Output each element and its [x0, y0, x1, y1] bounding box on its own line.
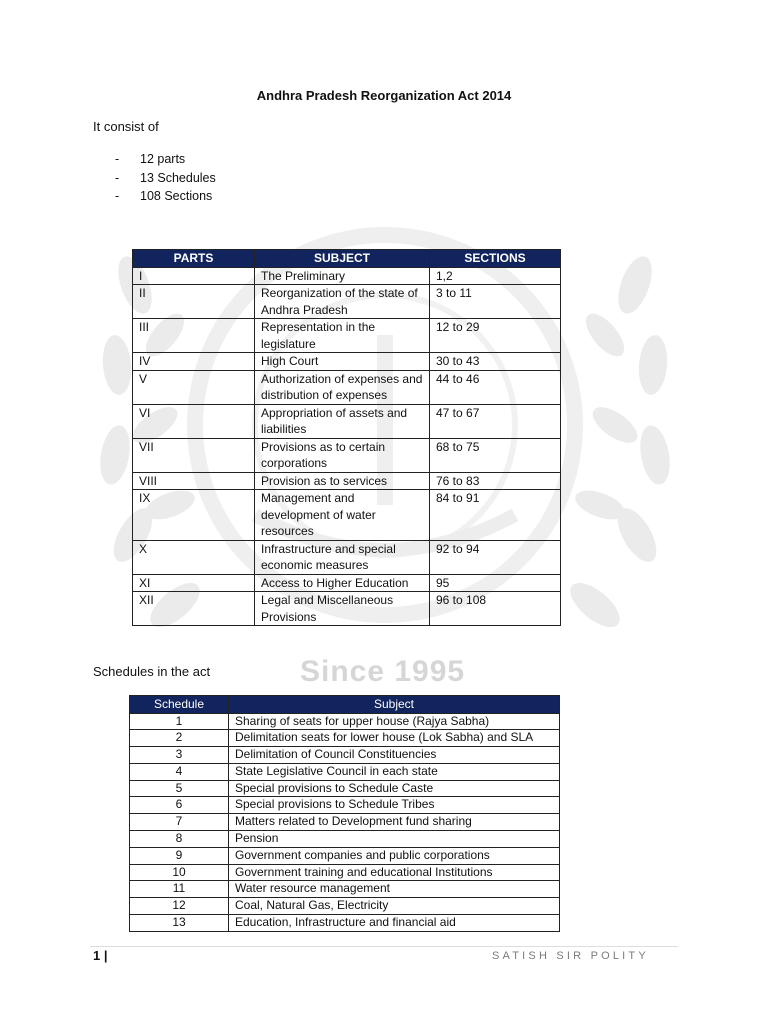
column-header-subject: SUBJECT: [255, 250, 430, 268]
table-cell: 68 to 75: [430, 438, 561, 472]
table-cell: 9: [130, 847, 229, 864]
table-cell: Infrastructure and special economic measures: [255, 540, 430, 574]
table-cell: 1,2: [430, 267, 561, 285]
table-cell: II: [133, 285, 255, 319]
schedules-table: [129, 695, 560, 932]
table-cell: IV: [133, 353, 255, 371]
table-cell: Provision as to services: [255, 472, 430, 490]
document-title: Andhra Pradesh Reorganization Act 2014: [256, 88, 512, 103]
table-row: [133, 267, 561, 285]
table-cell: Delimitation of Council Constituencies: [229, 747, 560, 764]
parts-table: [132, 249, 561, 626]
table-header-row: [133, 250, 561, 268]
table-cell: 76 to 83: [430, 472, 561, 490]
table-row: [130, 831, 560, 848]
table-row: [133, 370, 561, 404]
column-header-sections: SECTIONS: [430, 250, 561, 268]
table-cell: Water resource management: [229, 881, 560, 898]
table-row: [130, 881, 560, 898]
table-row: [133, 540, 561, 574]
table-cell: Special provisions to Schedule Tribes: [229, 797, 560, 814]
table-cell: Sharing of seats for upper house (Rajya Sabha): [229, 713, 560, 730]
column-header-subject: Subject: [229, 696, 560, 714]
table-cell: 4: [130, 763, 229, 780]
table-cell: 96 to 108: [430, 592, 561, 626]
table-cell: 3: [130, 747, 229, 764]
table-cell: Legal and Miscellaneous Provisions: [255, 592, 430, 626]
table-cell: VII: [133, 438, 255, 472]
table-row: [133, 404, 561, 438]
table-cell: Access to Higher Education: [255, 574, 430, 592]
table-cell: 2: [130, 730, 229, 747]
list-item: - 108 Sections: [115, 189, 213, 203]
table-row: [133, 438, 561, 472]
table-row: [130, 730, 560, 747]
table-cell: X: [133, 540, 255, 574]
table-cell: Pension: [229, 831, 560, 848]
table-row: [133, 592, 561, 626]
table-cell: 3 to 11: [430, 285, 561, 319]
table-cell: Matters related to Development fund sharing: [229, 814, 560, 831]
table-cell: 44 to 46: [430, 370, 561, 404]
table-cell: Government training and educational Institutions: [229, 864, 560, 881]
table-cell: Authorization of expenses and distribution of expenses: [255, 370, 430, 404]
table-cell: The Preliminary: [255, 267, 430, 285]
table-cell: 1: [130, 713, 229, 730]
table-cell: Representation in the legislature: [255, 319, 430, 353]
table-cell: 6: [130, 797, 229, 814]
table-cell: Reorganization of the state of Andhra Pradesh: [255, 285, 430, 319]
table-cell: 7: [130, 814, 229, 831]
table-cell: Coal, Natural Gas, Electricity: [229, 898, 560, 915]
table-cell: State Legislative Council in each state: [229, 763, 560, 780]
table-cell: 10: [130, 864, 229, 881]
table-cell: 11: [130, 881, 229, 898]
table-cell: 84 to 91: [430, 490, 561, 541]
list-item: - 13 Schedules: [115, 170, 216, 185]
table-cell: Management and development of water resources: [255, 490, 430, 541]
table-row: [130, 915, 560, 932]
table-cell: 12: [130, 898, 229, 915]
schedules-table-body: [130, 713, 560, 931]
table-row: [133, 574, 561, 592]
footer-text: SATISH SIR POLITY: [492, 950, 649, 962]
table-row: [130, 713, 560, 730]
table-cell: IX: [133, 490, 255, 541]
watermark-since-text: Since 1995: [300, 655, 466, 688]
table-cell: XI: [133, 574, 255, 592]
table-header-row: [130, 696, 560, 714]
table-cell: V: [133, 370, 255, 404]
table-row: [133, 319, 561, 353]
table-cell: 92 to 94: [430, 540, 561, 574]
table-cell: 13: [130, 915, 229, 932]
table-cell: Education, Infrastructure and financial aid: [229, 915, 560, 932]
table-row: [130, 814, 560, 831]
table-row: [133, 353, 561, 371]
table-cell: Government companies and public corporations: [229, 847, 560, 864]
table-row: [130, 763, 560, 780]
table-cell: 30 to 43: [430, 353, 561, 371]
table-cell: 95: [430, 574, 561, 592]
summary-list: [115, 150, 216, 206]
list-item: - 12 parts: [115, 152, 186, 166]
intro-text: It consist of: [93, 119, 159, 134]
table-cell: 47 to 67: [430, 404, 561, 438]
footer-divider: [90, 946, 678, 947]
table-cell: 12 to 29: [430, 319, 561, 353]
column-header-parts: PARTS: [133, 250, 255, 268]
table-row: [133, 285, 561, 319]
table-row: [133, 472, 561, 490]
table-row: [130, 780, 560, 797]
table-cell: 5: [130, 780, 229, 797]
table-cell: Special provisions to Schedule Caste: [229, 780, 560, 797]
table-row: [130, 847, 560, 864]
table-cell: 8: [130, 831, 229, 848]
column-header-schedule: Schedule: [130, 696, 229, 714]
table-cell: III: [133, 319, 255, 353]
schedules-heading: Schedules in the act: [93, 664, 211, 679]
parts-table-body: [133, 267, 561, 626]
table-row: [130, 864, 560, 881]
table-cell: Provisions as to certain corporations: [255, 438, 430, 472]
table-row: [130, 898, 560, 915]
table-cell: Appropriation of assets and liabilities: [255, 404, 430, 438]
table-row: [133, 490, 561, 541]
page-number: 1 |: [93, 948, 108, 963]
table-row: [130, 797, 560, 814]
table-cell: Delimitation seats for lower house (Lok Sabha) and SLA: [229, 730, 560, 747]
table-cell: I: [133, 267, 255, 285]
table-cell: XII: [133, 592, 255, 626]
table-cell: VI: [133, 404, 255, 438]
table-cell: High Court: [255, 353, 430, 371]
table-cell: VIII: [133, 472, 255, 490]
table-row: [130, 747, 560, 764]
